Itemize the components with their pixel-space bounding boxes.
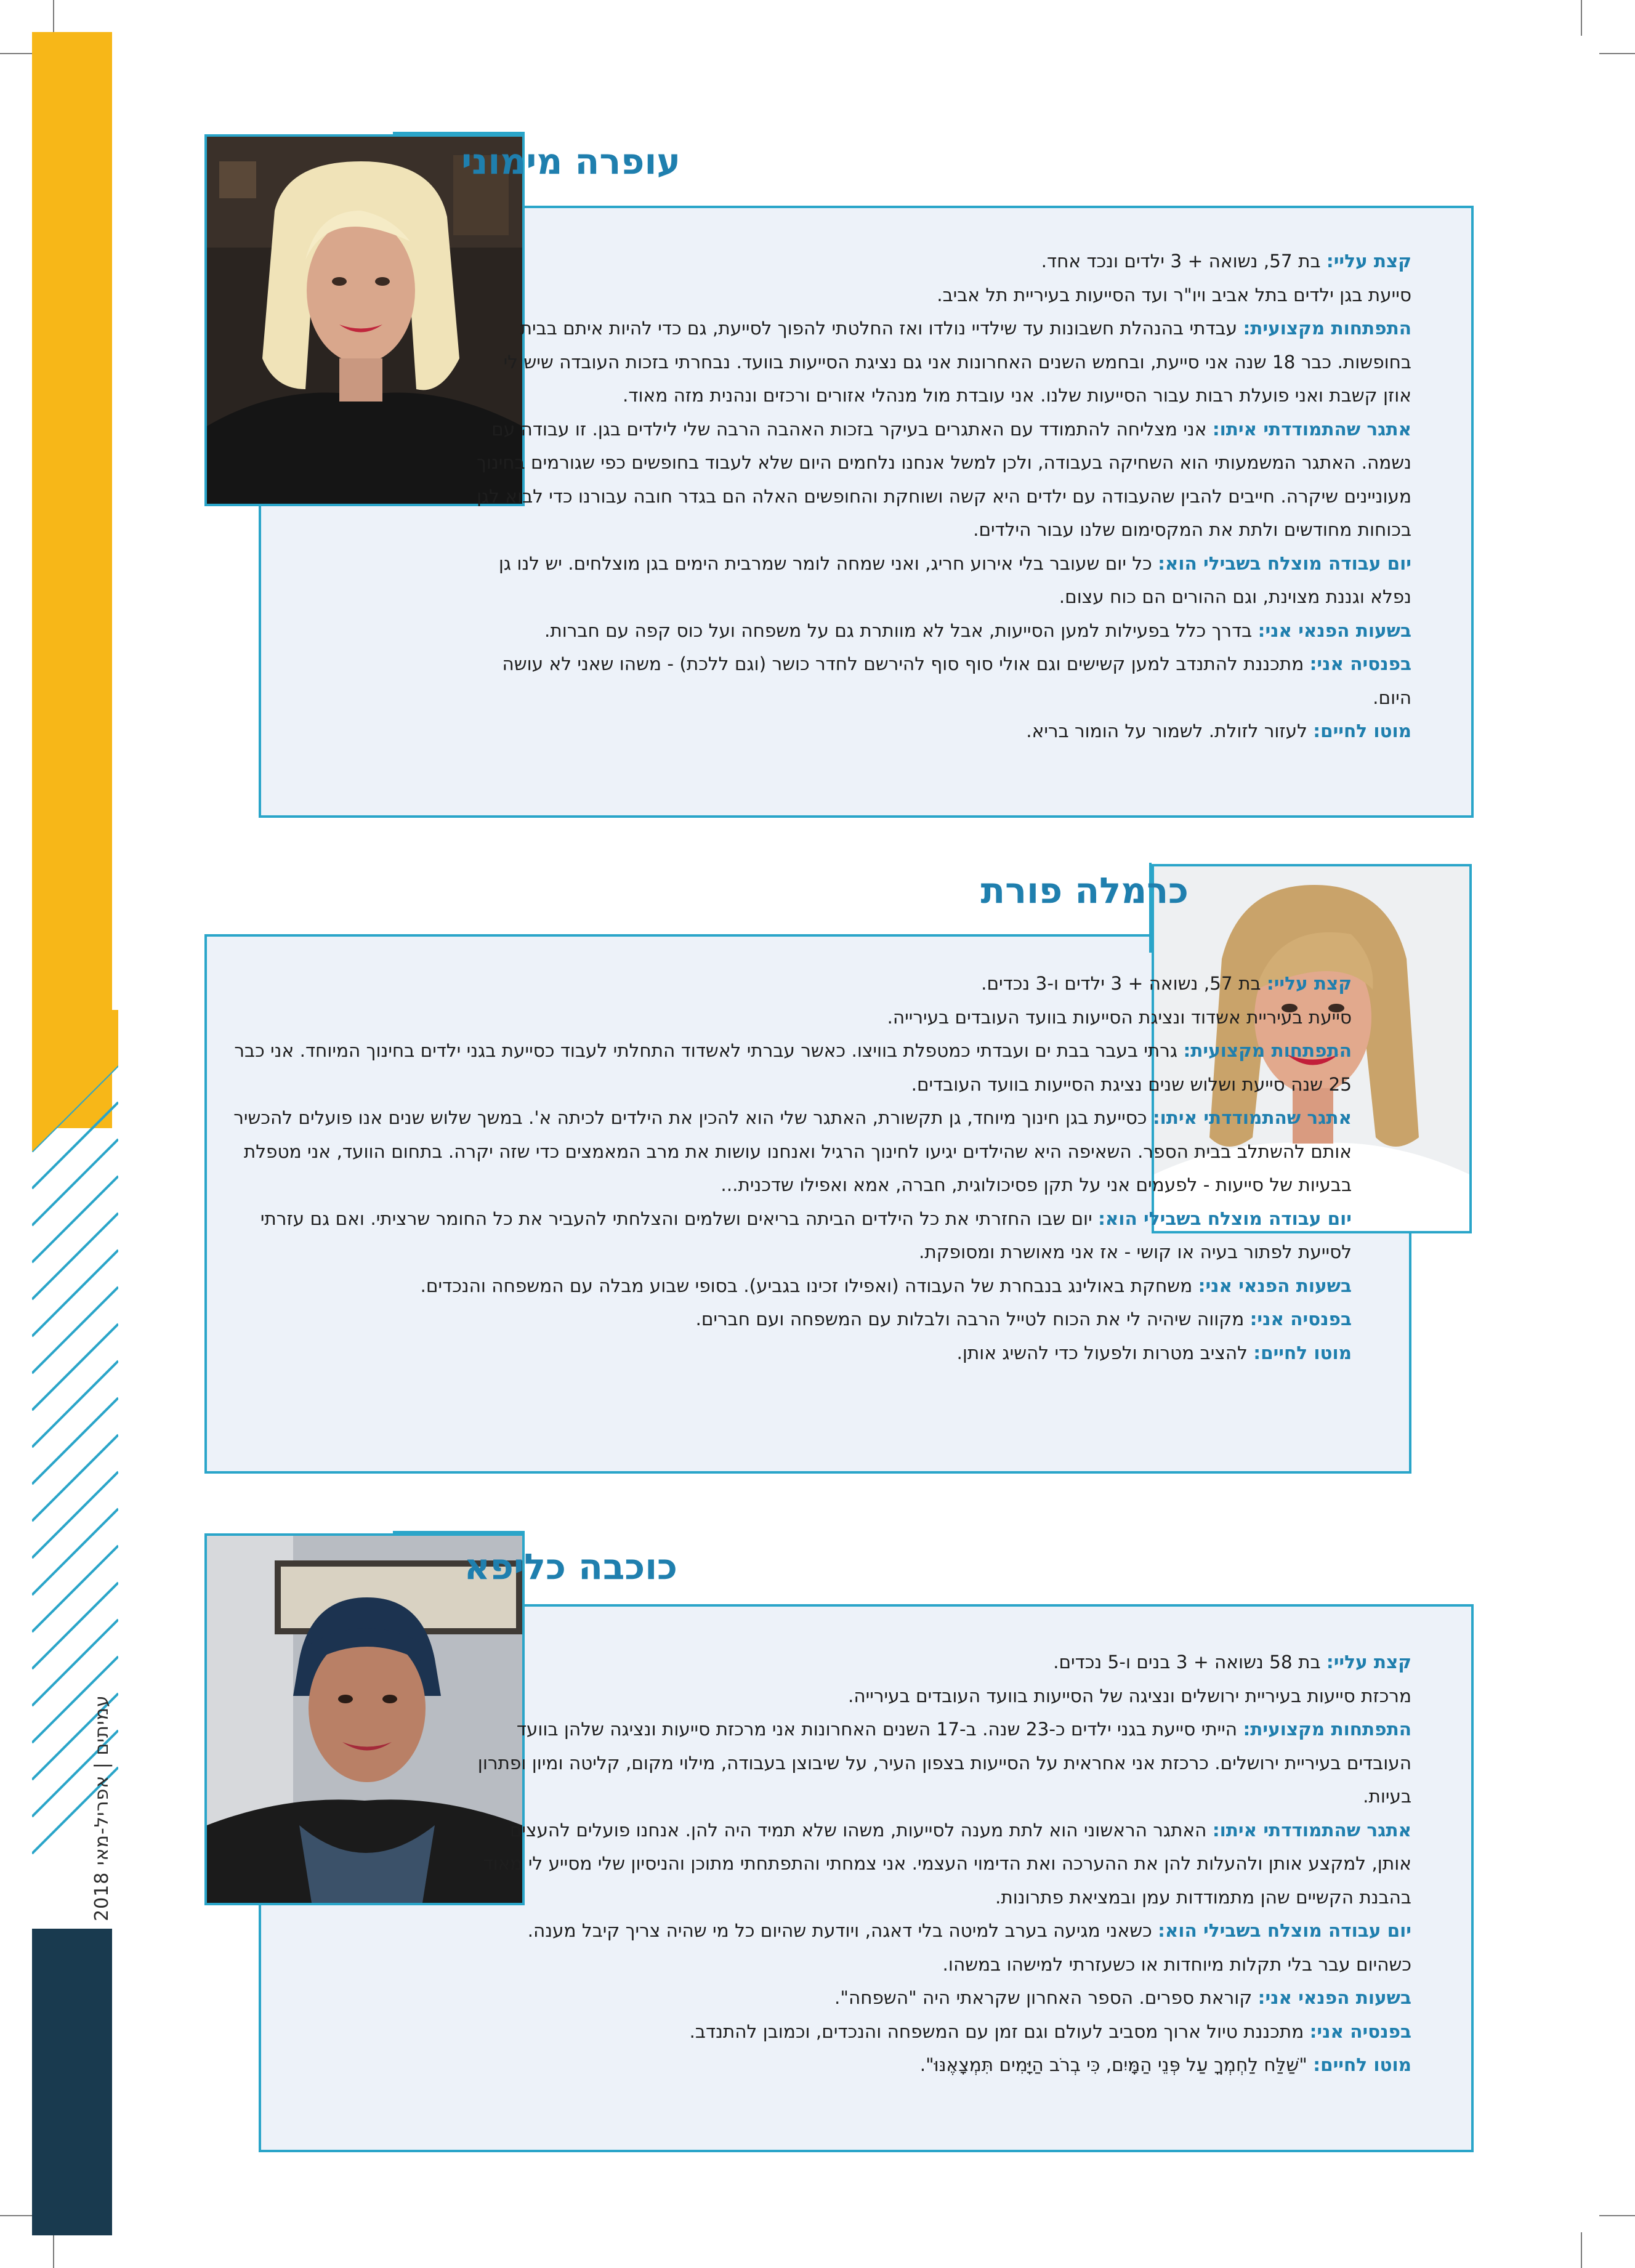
challenge-text: אני מצליחה להתמודד עם האתגרים בעיקר בזכות האהבה הרבה שלי לילדים בגן. זו עבודה עם נשמה. האתגר המשמעותי הוא השחיקה בעבודה, ולכן למשל אנחנו נלחמים היום שלא לעבוד בחופשים כפי שגורמים בחינוך מעוניינים שיקרה. חייבים להבין שהעבודה עם ילדים היא קשה ושוחקת והחופשים האלה הם בגדר חובה עבורנו כדי לבוא לגן בכוחות מחודשים ולתת את המקסימום שלנו עבור הילדים.	[476, 418, 1411, 540]
challenge-text: האתגר הראשוני הוא לתת מענה לסייעות, משהו שלא תמיד היה להן. אנחנו פועלים להעצים אותן, למקצע אותן ולהעלות להן את ההערכה ואת הדימוי העצמי. אני צמחתי והתפתחתי מתוכן והניסיון שלי מסייע לי מאוד בהבנת הקשיים שהן מתמודדות עמן ובמציאת פתרונות.	[483, 1819, 1411, 1908]
profile-name: כוכבה כליפא	[464, 1546, 677, 1588]
label-career: התפתחות מקצועית:	[1243, 318, 1411, 339]
crop-mark	[1599, 2215, 1635, 2216]
crop-mark	[0, 2215, 36, 2216]
position-text: סייעת בגן ילדים בתל אביב ויו"ר ועד הסייעות בעיריית תל אביב.	[937, 284, 1411, 305]
pension-text: מקווה שיהיה לי את הכוח לטייל הרבה ולבלות עם המשפחה ועם חברים.	[695, 1309, 1245, 1330]
free-time-text: משחקת באולינג בנבחרת של העבודה (ואפילו זכינו בגביע). בסופי שבוע מבלה עם המשפחה והנכדים.	[420, 1275, 1193, 1296]
label-motto: מוטו לחיים:	[1313, 720, 1411, 741]
crop-mark	[1581, 2232, 1582, 2268]
navy-side-band	[32, 1929, 112, 2235]
position-text: סייעת בעיריית אשדוד ונציגת הסייעות בוועד העובדים בעירייה.	[887, 1006, 1352, 1028]
yellow-side-band	[32, 32, 112, 1128]
label-success: יום עבודה מוצלח בשבילי הוא:	[1098, 1208, 1352, 1229]
career-text: עבדתי בהנהלת חשבונות עד שילדיי נולדו ואז החלטתי להפוך לסייעת, גם כדי להיות איתם בבית בחופשות. כבר 18 שנה אני סייעת, ובחמש השנים האחרונות אני גם נציגת הסייעות בוועד. נבחרתי בזכות העובדה שיש לי אוזן קשבת ואני פועלת רבות עבור הסייעות שלנו. אני עובדת מול מנהלי אזורים ורכזים ונהנית מזה מאוד.	[503, 318, 1411, 406]
career-text: הייתי סייעת בגני ילדים כ-23 שנה. ב-17 השנים האחרונות אני מרכזת סייעות ונציגה שלהן בוועד העובדים בעיריית ירושלים. כרכזת אני אחראית על הסייעות בצפון העיר, על שיבוצן בעבודה, מילוי מקום, קליטה ומיון ופתרון בעיות.	[477, 1719, 1411, 1807]
success-text: כשאני מגיעה בערב למיטה בלי דאגה, ויודעת שהיום כל מי שהיה צריך קיבל מענה. כשהיום עבר בלי תקלות מיוחדות או כשעזרתי למישהו במשהו.	[527, 1920, 1411, 1975]
success-text: יום שבו החזרתי את כל הילדים הביתה בריאים ושלמים והצלחתי להעביר את כל החומר שרציתי. ואם גם עזרתי לסייעת לפתור בעיה או קושי - אז אני מאושרת ומסופקת.	[260, 1208, 1352, 1262]
free-time-text: בדרך כלל בפעילות למען הסייעות, אבל לא מוותרת גם על משפחה ועל כוס קפה עם חברות.	[544, 619, 1253, 641]
label-motto: מוטו לחיים:	[1313, 2054, 1411, 2075]
challenge-text: כסייעת בגן חינוך מיוחד, גן תקשורת, האתגר שלי הוא להכין את הילדים לכיתה א'. במשך שלוש שנים אנו פועלים להכשיר אותם להשתלב בבית הספר. השאיפה היא שהילדים יגיעו לחינוך הרגיל ואנחנו עושות את מרב המאמצים כדי שזה יקרה. בתחום הוועד, אני מטפלת בבעיות של סייעות - לפעמים אני על תקן פסיכולוגית, חברה, אמא ואפילו שדכנית...	[233, 1107, 1352, 1195]
success-text: כל יום שעובר בלי אירוע חריג, ואני שמחה לומר שמרבית הימים בגן מוצלחים. יש לנו גן נפלא וגננת מצוינת, וגם ההורים הם כוח עצום.	[498, 552, 1411, 607]
crop-mark	[1599, 53, 1635, 54]
label-pension: בפנסיה אני:	[1249, 1309, 1352, 1330]
about-text: בת 57, נשואה + 3 ילדים ונכד אחד.	[1041, 251, 1321, 272]
about-text: בת 57, נשואה + 3 ילדים ו-3 נכדים.	[981, 973, 1261, 994]
label-pension: בפנסיה אני:	[1309, 653, 1411, 674]
free-time-text: קוראת ספרים. הספר האחרון שקראתי היה "השפחה".	[834, 1987, 1253, 2008]
motto-text: "שַׁלַּח לַחְמְךָ עַל פְּנֵי הַמָּיִם, כִּי בְרֹב הַיָּמִים תִּמְצָאֶנּוּ".	[919, 2054, 1307, 2075]
label-free-time: בשעות הפנאי אני:	[1258, 619, 1411, 641]
profile-name: עופרה מימוני	[461, 140, 680, 182]
profile-text	[475, 1645, 1411, 2082]
profile-text	[475, 244, 1411, 748]
motto-text: לעזור לזולת. לשמור על הומור בריא.	[1026, 720, 1307, 741]
crop-mark	[53, 0, 54, 36]
label-free-time: בשעות הפנאי אני:	[1258, 1987, 1411, 2008]
profile-name: כרמלה פורת	[980, 870, 1189, 911]
label-challenge: אתגר שהתמודדתי איתו:	[1212, 1819, 1411, 1841]
label-about: קצת עליי:	[1326, 251, 1411, 272]
motto-text: להציב מטרות ולפעול כדי להשיג אותן.	[956, 1342, 1248, 1363]
label-career: התפתחות מקצועית:	[1183, 1040, 1352, 1061]
profile-text	[219, 967, 1352, 1370]
page-footer: עמיתים | אפריל-מאי 2018	[91, 1695, 113, 1921]
label-success: יום עבודה מוצלח בשבילי הוא:	[1158, 552, 1411, 574]
label-career: התפתחות מקצועית:	[1243, 1719, 1411, 1740]
label-pension: בפנסיה אני:	[1309, 2020, 1411, 2042]
label-challenge: אתגר שהתמודדתי איתו:	[1152, 1107, 1352, 1128]
pension-text: מתכננת טיול ארוך מסביב לעולם וגם זמן עם המשפחה והנכדים, וכמובן להתנדב.	[689, 2020, 1304, 2042]
position-text: מרכזת סייעות בעיריית ירושלים ונציגה של הסייעות בוועד העובדים בעירייה.	[848, 1685, 1411, 1706]
label-motto: מוטו לחיים:	[1253, 1342, 1352, 1363]
label-about: קצת עליי:	[1266, 973, 1352, 994]
crop-mark	[0, 53, 36, 54]
crop-mark	[1581, 0, 1582, 36]
label-about: קצת עליי:	[1326, 1652, 1411, 1673]
label-success: יום עבודה מוצלח בשבילי הוא:	[1158, 1920, 1411, 1941]
career-text: גרתי בעבר בבת ים ועבדתי כמטפלת בוויצו. כאשר עברתי לאשדוד התחלתי לעבוד כסייעת בגני ילדים בחינוך המיוחד. אני כבר 25 שנה סייעת ושלוש שנים נציגת הסייעות בוועד העובדים.	[234, 1040, 1352, 1095]
pension-text: מתכננת להתנדב למען קשישים וגם אולי סוף סוף להירשם לחדר כושר (וגם ללכת) - משהו שאני לא עושה היום.	[502, 653, 1411, 708]
about-text: בת 58 נשואה + 3 בנים ו-5 נכדים.	[1053, 1652, 1321, 1673]
label-challenge: אתגר שהתמודדתי איתו:	[1212, 418, 1411, 440]
crop-mark	[53, 2232, 54, 2268]
label-free-time: בשעות הפנאי אני:	[1198, 1275, 1352, 1296]
